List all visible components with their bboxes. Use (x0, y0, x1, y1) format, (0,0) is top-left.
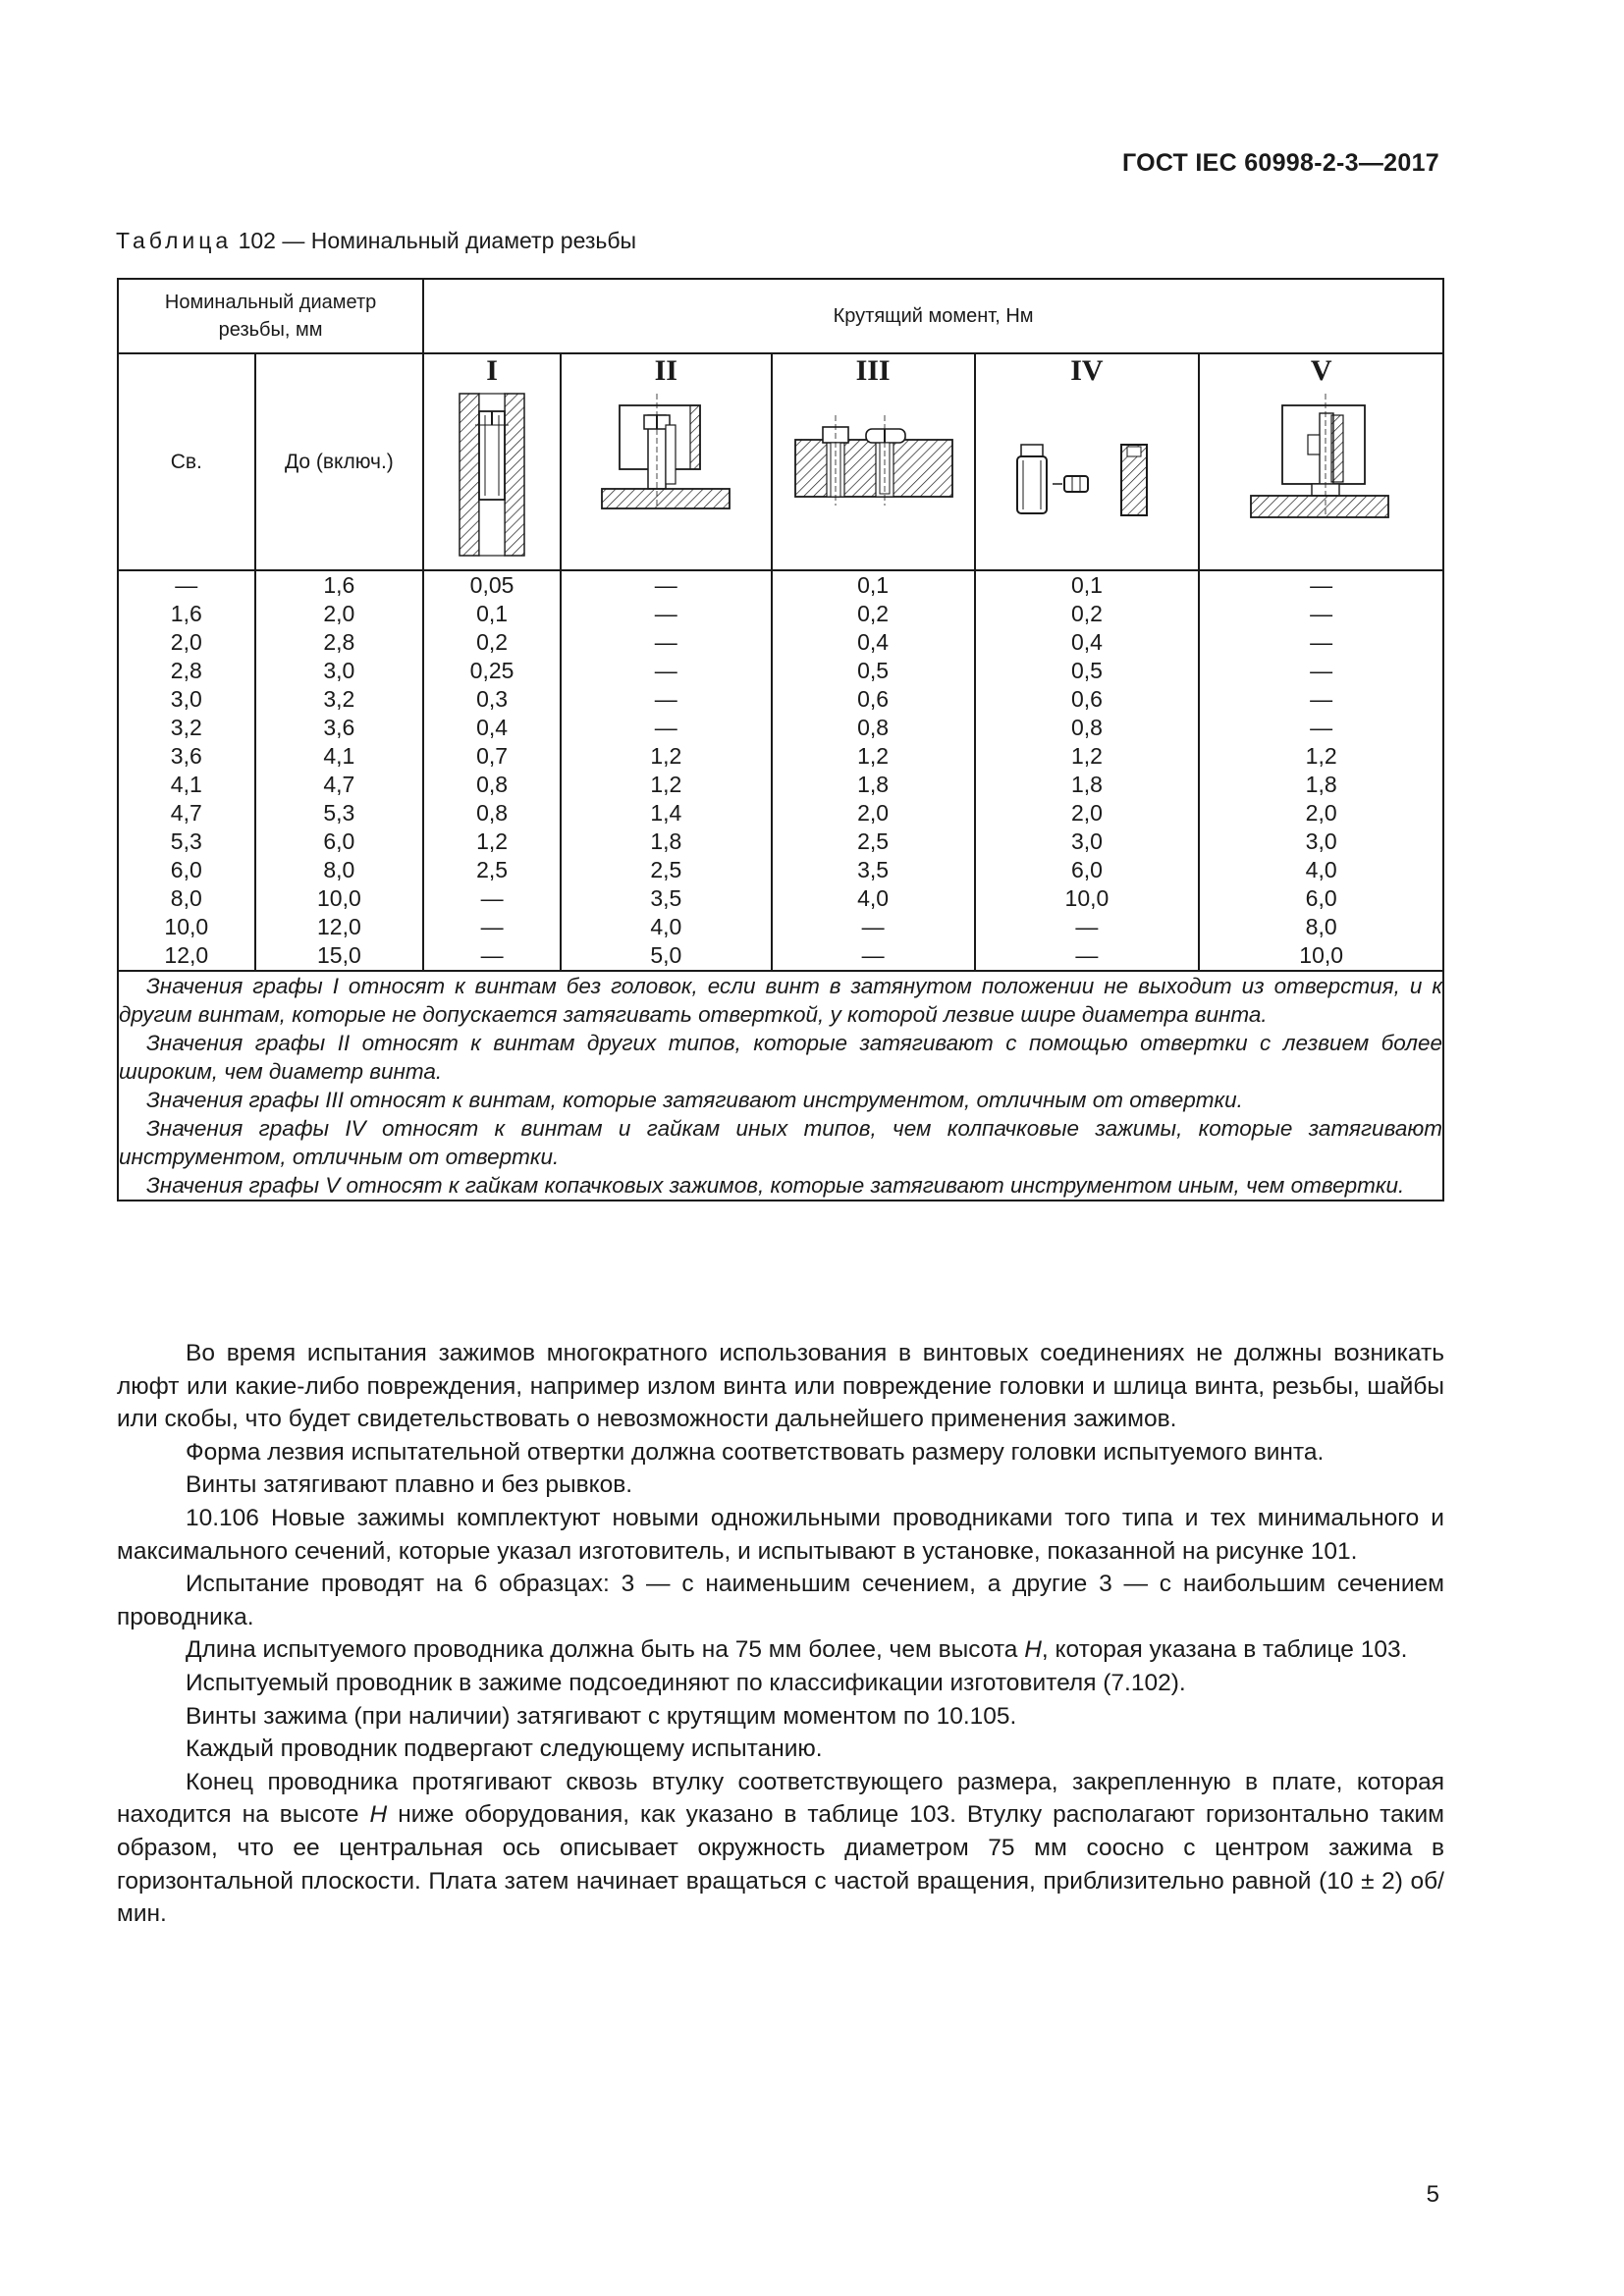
text-span: Длина испытуемого проводника должна быть на 75 мм более, чем высота (186, 1636, 1025, 1664)
headless-screw-figure (448, 386, 536, 562)
table-cell: 3,6 (170, 743, 202, 769)
table-cell: 6,0 (323, 828, 355, 854)
table-cell: 10,0 (316, 885, 361, 911)
nominal-header-line-2: резьбы, мм (218, 319, 323, 341)
table-cell: 2,5 (857, 828, 890, 854)
table-cell: 0,05 (469, 572, 514, 598)
roman-III: III (855, 354, 891, 387)
table-notes (118, 971, 1443, 1201)
col-IV-header (975, 353, 1200, 570)
table-cell: 10,0 (1064, 885, 1110, 911)
table-cell: 0,1 (1070, 572, 1103, 598)
table-cell: — (861, 942, 885, 968)
col-III-values (772, 570, 975, 971)
table-cell: 2,0 (1070, 800, 1103, 826)
table-cell: 0,2 (857, 601, 890, 626)
table-cell: 3,0 (170, 686, 202, 712)
col-V-values (1199, 570, 1443, 971)
table-cell: 8,0 (323, 857, 355, 882)
table-cell: 2,5 (476, 857, 509, 882)
table-cell: 3,0 (323, 658, 355, 683)
table-cell: 0,1 (857, 572, 890, 598)
col-to-values (255, 570, 424, 971)
table-cell: 6,0 (1070, 857, 1103, 882)
table-cell: 12,0 (316, 914, 361, 939)
table-cell: 0,6 (1070, 686, 1103, 712)
cap-nut-figure (1243, 386, 1400, 528)
table-cell: 0,25 (469, 658, 514, 683)
roman-V: V (1310, 354, 1332, 387)
col-III-header (772, 353, 975, 570)
variable-h: H (369, 1801, 388, 1829)
note-col-I: Значения графы I относят к винтам без головок, если винт в затянутом положении не выходит из отверстия, и к другим винтам, которые не допускается затягивать отверткой, у которой лезвие шире диаметра винта. (119, 974, 1442, 1027)
table-cell: 1,2 (857, 743, 890, 769)
table-cell: 15,0 (316, 942, 361, 968)
table-cell: — (654, 572, 677, 598)
table-cell: — (1310, 572, 1333, 598)
table-cell: 0,8 (476, 772, 509, 797)
table-cell: 12,0 (164, 942, 209, 968)
table-cell: 6,0 (170, 857, 202, 882)
table-cell: 0,4 (476, 715, 509, 740)
col-from-values (118, 570, 255, 971)
col-from-header: Св. (118, 353, 255, 570)
table-cell: 3,0 (1070, 828, 1103, 854)
roman-II: II (654, 354, 677, 387)
table-cell: 2,0 (323, 601, 355, 626)
col-II-values (561, 570, 772, 971)
table-cell: 5,3 (323, 800, 355, 826)
table-cell: 1,8 (1305, 772, 1337, 797)
table-cell: 3,2 (170, 715, 202, 740)
table-cell: 10,0 (164, 914, 209, 939)
table-cell: 1,6 (323, 572, 355, 598)
table-cell: 1,6 (170, 601, 202, 626)
document-code: ГОСТ IEC 60998-2-3—2017 (1121, 149, 1439, 177)
table-cell: — (1075, 942, 1099, 968)
paragraph-conductor-length (117, 1633, 1444, 1667)
col-I-header (423, 353, 561, 570)
table-cell: — (1310, 601, 1333, 626)
table-cell: — (861, 914, 885, 939)
col-IV-values (975, 570, 1200, 971)
table-cell: 0,8 (476, 800, 509, 826)
table-cell: 1,2 (650, 743, 682, 769)
table-cell: — (480, 942, 504, 968)
col-to-header: До (включ.) (255, 353, 424, 570)
values-row (118, 570, 1443, 971)
table-cell: 0,2 (476, 629, 509, 655)
table-cell: 0,8 (1070, 715, 1103, 740)
table-cell: 4,1 (323, 743, 355, 769)
table-cell: 2,0 (1305, 800, 1337, 826)
table-cell: — (1310, 715, 1333, 740)
table-cell: — (1310, 658, 1333, 683)
paragraph: Испытуемый проводник в зажиме подсоединяют по классификации изготовителя (7.102). (186, 1669, 1186, 1696)
col-II-header (561, 353, 772, 570)
note-col-V: Значения графы V относят к гайкам копачковых зажимов, которые затягивают инструментом иным, чем отвертки. (146, 1173, 1405, 1198)
table-cell: 2,8 (170, 658, 202, 683)
table-cell: 4,0 (1305, 857, 1337, 882)
nut-screw-figure (994, 386, 1180, 533)
table-cell: — (1075, 914, 1099, 939)
roman-IV: IV (1070, 354, 1104, 387)
paragraph: Каждый проводник подвергают следующему испытанию. (186, 1735, 823, 1763)
table-cell: — (175, 572, 198, 598)
table-cell: 8,0 (170, 885, 202, 911)
table-cell: — (480, 914, 504, 939)
table-cell: 1,2 (1305, 743, 1337, 769)
paragraph: Винты зажима (при наличии) затягивают с крутящим моментом по 10.105. (186, 1702, 1017, 1730)
table-cell: 1,4 (650, 800, 682, 826)
text-span: ниже оборудования, как указано в таблице 103. Втулку располагают горизонтально таким образом, что ее центральная ось описывает окружность диаметром 75 мм соосно с центром зажима в горизонтальной плоскости. Плата затем начинает вращаться с частой вращения, приблизительно равной (10 ± 2) об/мин. (117, 1801, 1444, 1928)
paragraph: Испытание проводят на 6 образцах: 3 — с наименьшим сечением, а другие 3 — с наибольшим сечением проводника. (117, 1571, 1444, 1630)
table-cell: 0,5 (857, 658, 890, 683)
table-cell: 1,2 (1070, 743, 1103, 769)
hex-screw-figure (787, 386, 959, 523)
table-cell: 4,7 (323, 772, 355, 797)
table-cell: 5,3 (170, 828, 202, 854)
paragraph: Во время испытания зажимов многократного использования в винтовых соединениях не должны возникать люфт или какие-либо повреждения, например излом винта или повреждение головки и шлица винта, резьбы, шайбы или скобы, что будет свидетельствовать о невозможности дальнейшего применения зажимов. (117, 1340, 1444, 1433)
table-cell: 8,0 (1305, 914, 1337, 939)
body-text (117, 1337, 1444, 1931)
table-cell: 1,8 (650, 828, 682, 854)
table-cell: — (654, 601, 677, 626)
table-cell: 4,0 (857, 885, 890, 911)
table-cell: — (480, 885, 504, 911)
note-col-II: Значения графы II относят к винтам других типов, которые затягивают с помощью отвертки с лезвием более широким, чем диаметр винта. (119, 1031, 1442, 1084)
table-cell: 2,8 (323, 629, 355, 655)
table-cell: 0,8 (857, 715, 890, 740)
nominal-diameter-header (118, 279, 423, 353)
torque-header: Крутящий момент, Нм (423, 279, 1443, 353)
table-cell: — (1310, 629, 1333, 655)
col-I-values (423, 570, 561, 971)
table-cell: 5,0 (650, 942, 682, 968)
table-cell: 3,5 (857, 857, 890, 882)
table-cell: 3,5 (650, 885, 682, 911)
note-col-III: Значения графы III относят к винтам, которые затягивают инструментом, отличным от отвертки. (146, 1088, 1243, 1112)
col-V-header (1199, 353, 1443, 570)
page-number: 5 (1426, 2181, 1439, 2208)
table-cell: 4,7 (170, 800, 202, 826)
table-cell: — (654, 686, 677, 712)
paragraph-bushing (117, 1766, 1444, 1931)
table-cell: 0,4 (857, 629, 890, 655)
table-cell: 1,8 (1070, 772, 1103, 797)
table-cell: 3,2 (323, 686, 355, 712)
roman-I: I (486, 354, 498, 387)
slotted-screw-figure (592, 386, 739, 523)
table-cell: 6,0 (1305, 885, 1337, 911)
table-cell: 3,0 (1305, 828, 1337, 854)
table-cell: 0,2 (1070, 601, 1103, 626)
table-cell: 0,7 (476, 743, 509, 769)
table-cell: 1,8 (857, 772, 890, 797)
table-cell: 2,5 (650, 857, 682, 882)
table-cell: — (654, 629, 677, 655)
table-caption (116, 228, 636, 254)
table-caption-label: Таблица (116, 228, 233, 253)
note-col-IV: Значения графы IV относят к винтам и гайкам иных типов, чем колпачковые зажимы, которые затягивают инструментом, отличным от отвертки. (119, 1116, 1442, 1169)
table-cell: 0,3 (476, 686, 509, 712)
torque-table (117, 278, 1444, 1201)
text-span: Конец проводника протягивают сквозь втулку соответствующего размера, закрепленную в плате, которая находится на высоте (117, 1768, 1444, 1829)
table-cell: 1,2 (650, 772, 682, 797)
table-cell: 3,6 (323, 715, 355, 740)
table-cell: 1,2 (476, 828, 509, 854)
table-caption-title: 102 — Номинальный диаметр резьбы (238, 228, 637, 253)
table-cell: 0,4 (1070, 629, 1103, 655)
variable-h: H (1024, 1636, 1042, 1664)
table-cell: 4,0 (650, 914, 682, 939)
table-cell: — (654, 658, 677, 683)
table-cell: 0,6 (857, 686, 890, 712)
table-cell: 2,0 (857, 800, 890, 826)
table-cell: 0,5 (1070, 658, 1103, 683)
paragraph-10-106: 10.106 Новые зажимы комплектуют новыми одножильными проводниками того типа и тех минимального и максимального сечений, которые указал изготовитель, и испытывают в установке, показанной на рисунке 101. (117, 1504, 1444, 1565)
table-cell: 4,1 (170, 772, 202, 797)
table-cell: 10,0 (1299, 942, 1344, 968)
paragraph: Винты затягивают плавно и без рывков. (186, 1471, 633, 1499)
table-cell: — (654, 715, 677, 740)
table-cell: 2,0 (170, 629, 202, 655)
table-cell: — (1310, 686, 1333, 712)
text-span: , которая указана в таблице 103. (1041, 1636, 1408, 1664)
nominal-header-line-1: Номинальный диаметр (164, 292, 377, 313)
paragraph: Форма лезвия испытательной отвертки должна соответствовать размеру головки испытуемого винта. (186, 1438, 1325, 1466)
table-cell: 0,1 (476, 601, 509, 626)
